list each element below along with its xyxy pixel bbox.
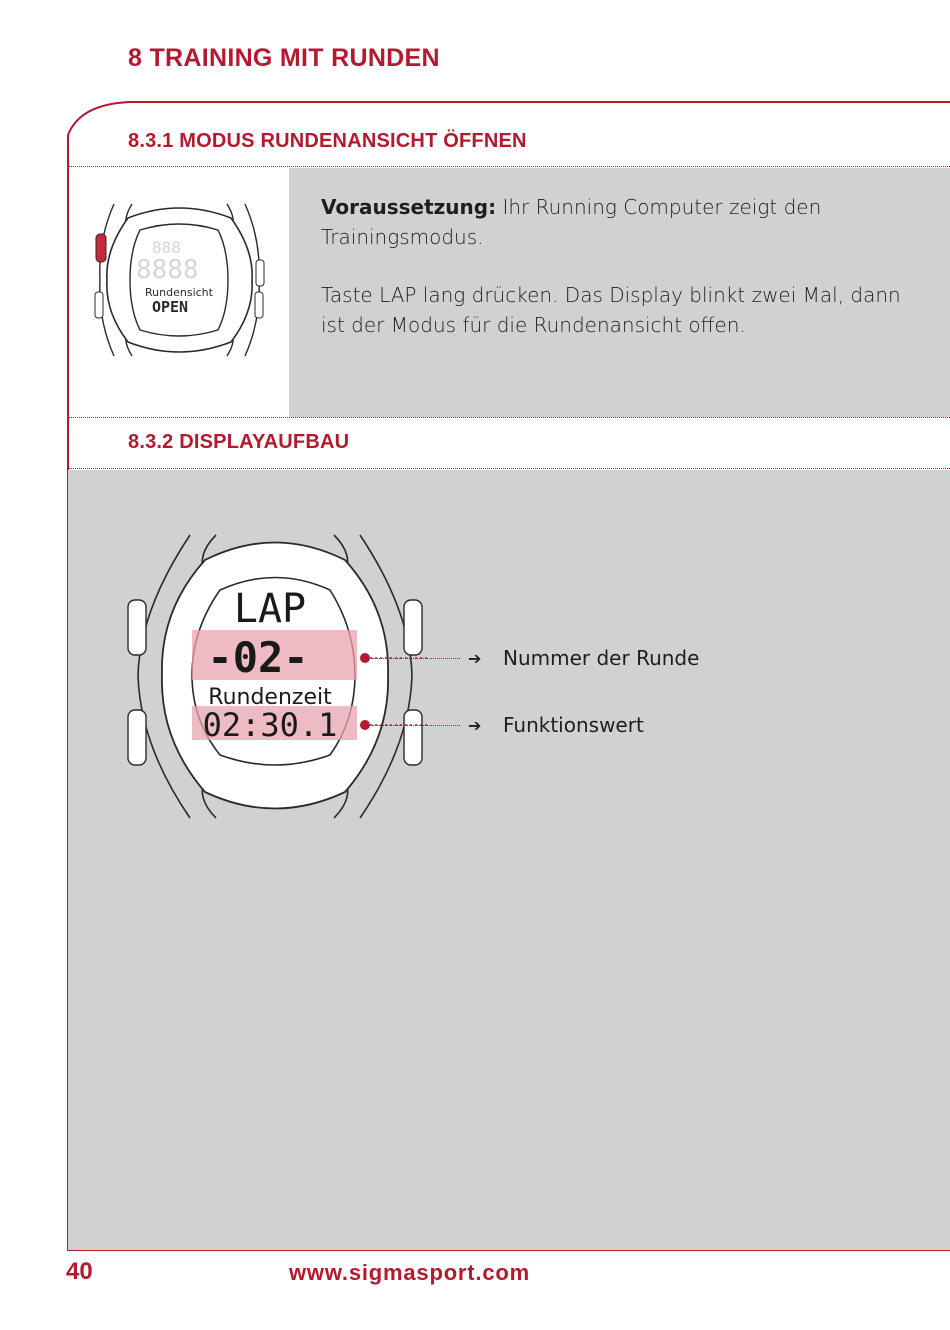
small-display-line1: Rundensicht <box>145 286 213 299</box>
prerequisite-text: Ihr Running Computer zeigt den Trainingsmodus. <box>321 195 822 249</box>
callout-function-value: Funktionswert <box>503 713 644 737</box>
large-display-top: LAP <box>233 586 307 632</box>
callout-lap-number: Nummer der Runde <box>503 646 700 670</box>
svg-text:8888: 8888 <box>136 255 199 285</box>
page-number: 40 <box>66 1258 93 1285</box>
chapter-title: 8 TRAINING MIT RUNDEN <box>128 44 440 72</box>
arrow-right-icon: ➔ <box>468 649 482 668</box>
small-display-line2: OPEN <box>151 298 189 316</box>
divider <box>68 468 950 469</box>
section-heading-displaymode: 8.3.1 MODUS RUNDENANSICHT ÖFFNEN <box>128 130 527 152</box>
watch-illustration-large <box>120 530 430 820</box>
section-heading-display-layout: 8.3.2 DISPLAYAUFBAU <box>128 431 350 453</box>
callout-line-2 <box>372 725 460 726</box>
instruction-text <box>321 192 921 368</box>
large-display-value: 02:30.1 <box>202 706 338 744</box>
divider <box>68 166 950 167</box>
divider <box>68 417 950 418</box>
website-link[interactable]: www.sigmasport.com <box>289 1260 530 1285</box>
large-display-lap-number: -02- <box>207 633 309 682</box>
svg-text:888: 888 <box>152 238 181 257</box>
callout-line-1 <box>372 658 460 659</box>
large-display-label: Rundenzeit <box>208 685 332 710</box>
arrow-right-icon: ➔ <box>468 716 482 735</box>
instruction-paragraph: Taste LAP lang drücken. Das Display blinkt zwei Mal, dann ist der Modus für die Rundenansicht offen. <box>321 283 901 337</box>
prerequisite-label: Voraussetzung: <box>321 195 497 219</box>
watch-illustration-small <box>92 200 267 360</box>
